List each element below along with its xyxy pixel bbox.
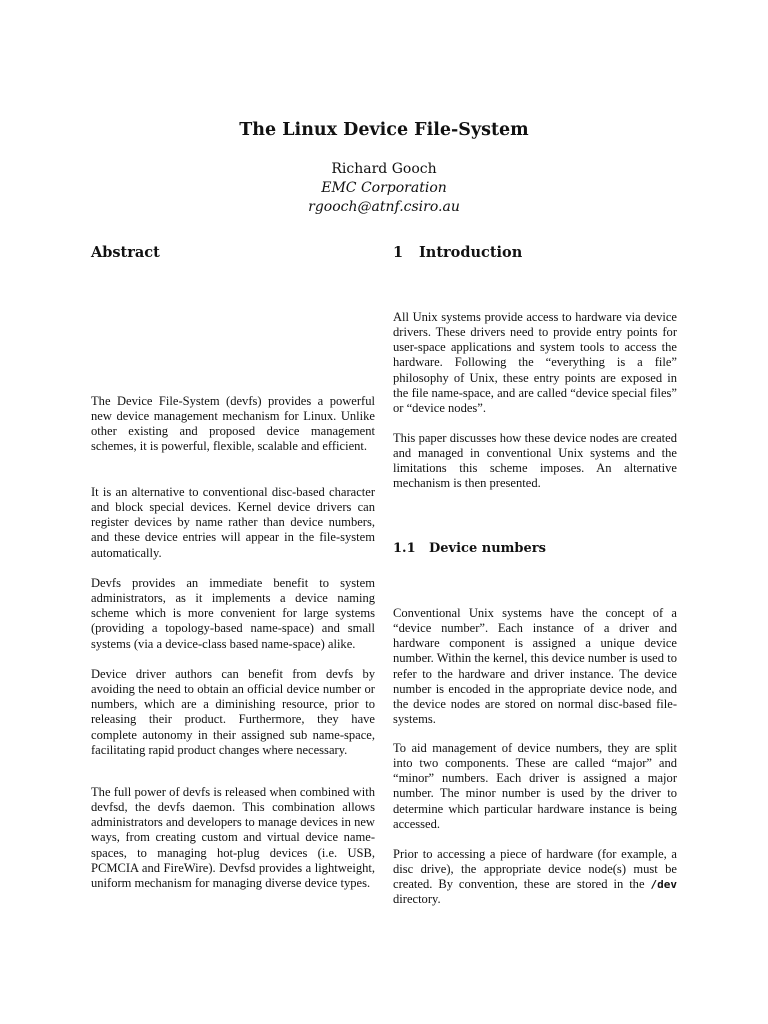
paper-title: The Linux Device File-System xyxy=(239,120,529,140)
device-numbers-heading xyxy=(393,541,546,556)
author-block xyxy=(0,160,768,217)
device-numbers-paragraph: Conventional Unix systems have the concept of a “device number”. Each instance of a driver and hardware component is assigned a unique device number. Within the kernel, this device number is used to refer to the hardware and driver instance. The device number is encoded in the appropriate device node, and the device nodes are stored on normal disc-based file-systems. xyxy=(393,606,677,727)
abstract-paragraph: Devfs provides an immediate benefit to system administrators, as it implements a device naming scheme which is more convenient for large systems (providing a topology-based name-space) and small systems (via a device-class based name-space) alike. xyxy=(91,576,375,651)
dev-directory-code: /dev xyxy=(650,878,678,892)
section-number: 1 xyxy=(393,244,404,261)
paragraph-suffix: directory. xyxy=(393,892,441,907)
abstract-paragraph: The Device File-System (devfs) provides a powerful new device management mechanism for Linux. Unlike other existing and proposed device management schemes, it is powerful, flexible, scalable and efficient. xyxy=(91,394,375,454)
author-name: Richard Gooch xyxy=(331,161,437,177)
device-numbers-paragraph xyxy=(393,847,677,908)
author-affiliation: EMC Corporation xyxy=(321,180,447,196)
introduction-heading xyxy=(393,244,522,261)
paragraph-text: Prior to accessing a piece of hardware (for example, a disc drive), the appropriate device node(s) must be created. By convention, these are stored in the xyxy=(393,847,677,892)
section-title: Introduction xyxy=(419,244,523,261)
introduction-paragraph: This paper discusses how these device nodes are created and managed in conventional Unix systems and the limitations this scheme imposes. An alternative mechanism is then presented. xyxy=(393,431,677,491)
subsection-number: 1.1 xyxy=(393,541,416,556)
subsection-title: Device numbers xyxy=(429,541,546,556)
author-email: rgooch@atnf.csiro.au xyxy=(308,199,460,215)
abstract-paragraph: The full power of devfs is released when combined with devfsd, the devfs daemon. This combination allows administrators and developers to manage devices in new ways, from creating custom and virtual device name-spaces, to managing hot-plug devices (i.e. USB, PCMCIA and FireWire). Devfsd provides a lightweight, uniform mechanism for managing diverse device types. xyxy=(91,785,375,890)
device-numbers-paragraph: To aid management of device numbers, they are split into two components. These are called “major” and “minor” numbers. Each driver is assigned a major number. The minor number is used by the driver to determine which particular hardware instance is being accessed. xyxy=(393,741,677,831)
abstract-paragraph: It is an alternative to conventional disc-based character and block special devices. Kernel device drivers can register devices by name rather than device numbers, and these device entries will appear in the file-system automatically. xyxy=(91,485,375,560)
abstract-paragraph: Device driver authors can benefit from devfs by avoiding the need to obtain an official device number or numbers, which are a diminishing resource, prior to releasing their product. Furthermore, they have complete autonomy in their assigned sub name-space, facilitating rapid product changes where necessary. xyxy=(91,667,375,757)
abstract-heading: Abstract xyxy=(91,244,160,261)
introduction-paragraph: All Unix systems provide access to hardware via device drivers. These drivers need to provide entry points for user-space applications and system tools to access the hardware. Following the “everything is a file” philosophy of Unix, these entry points are exposed in the file name-space, and are called “device special files” or “device nodes”. xyxy=(393,310,677,415)
